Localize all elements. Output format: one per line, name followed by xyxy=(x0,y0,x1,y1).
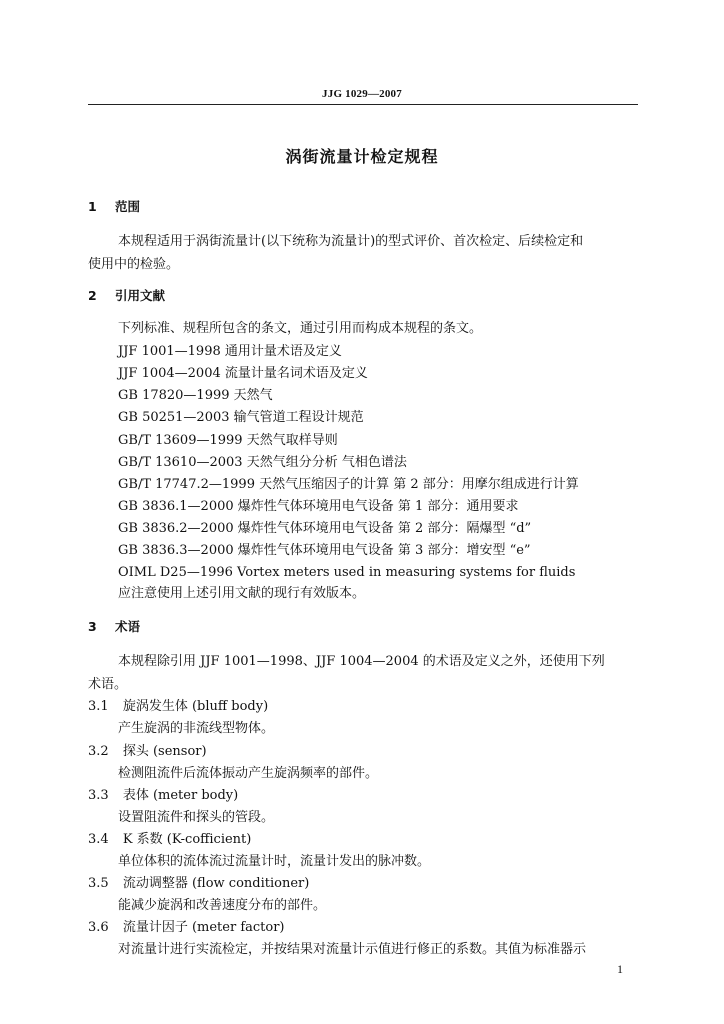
section-title: 术语 xyxy=(115,619,141,634)
term-entry xyxy=(88,876,309,892)
term-number: 3.3 xyxy=(88,788,109,803)
section-number: 2 xyxy=(88,288,97,303)
reference-item: JJF 1004—2004 流量计量名词术语及定义 xyxy=(118,366,368,381)
reference-item: GB/T 13610—2003 天然气组分分析 气相色谱法 xyxy=(118,455,407,470)
reference-item: GB/T 17747.2—1999 天然气压缩因子的计算 第 2 部分：用摩尔组成进行计算 xyxy=(118,477,579,492)
reference-item: GB 17820—1999 天然气 xyxy=(118,388,273,403)
term-definition: 对流量计进行实流检定，并按结果对流量计示值进行修正的系数。其值为标准器示 xyxy=(118,942,587,957)
term-entry xyxy=(88,832,251,848)
term-definition: 单位体积的流体流过流量计时，流量计发出的脉冲数。 xyxy=(118,854,431,869)
term-name: 旋涡发生体 (bluff body) xyxy=(122,699,269,714)
section-title: 范围 xyxy=(115,199,141,214)
page-number: 1 xyxy=(617,962,623,976)
term-definition: 设置阻流件和探头的管段。 xyxy=(118,810,275,825)
reference-item: GB 3836.3—2000 爆炸性气体环境用电气设备 第 3 部分：增安型 “e” xyxy=(118,543,531,558)
term-number: 3.5 xyxy=(88,876,109,891)
reference-item: OIML D25—1996 Vortex meters used in measuring systems for fluids xyxy=(118,565,576,580)
term-entry xyxy=(88,788,238,804)
term-entry xyxy=(88,744,207,760)
term-definition: 能减少旋涡和改善速度分布的部件。 xyxy=(118,898,327,913)
reference-item: GB 3836.1—2000 爆炸性气体环境用电气设备 第 1 部分：通用要求 xyxy=(118,499,519,514)
section-title: 引用文献 xyxy=(115,288,166,303)
term-entry xyxy=(88,699,268,715)
header-doc-id: JJG 1029—2007 xyxy=(322,88,402,100)
paragraph-line: 术语。 xyxy=(88,677,128,692)
section-number: 1 xyxy=(88,199,97,214)
term-number: 3.2 xyxy=(88,744,109,759)
reference-item: GB 50251—2003 输气管道工程设计规范 xyxy=(118,410,364,425)
paragraph-line: 下列标准、规程所包含的条文，通过引用而构成本规程的条文。 xyxy=(118,321,483,336)
term-number: 3.6 xyxy=(88,920,109,935)
term-definition: 产生旋涡的非流线型物体。 xyxy=(118,721,275,736)
term-name: K 系数 (K-cofficient) xyxy=(122,832,252,847)
term-number: 3.1 xyxy=(88,699,109,714)
reference-item: GB 3836.2—2000 爆炸性气体环境用电气设备 第 2 部分：隔爆型 “d” xyxy=(118,521,532,536)
page-title: 涡街流量计检定规程 xyxy=(285,147,439,166)
paragraph-line: 使用中的检验。 xyxy=(88,257,180,272)
paragraph-line: 应注意使用上述引用文献的现行有效版本。 xyxy=(118,586,366,601)
reference-item: JJF 1001—1998 通用计量术语及定义 xyxy=(118,344,342,359)
header-rule xyxy=(88,104,638,105)
term-name: 流动调整器 (flow conditioner) xyxy=(122,876,310,891)
paragraph-line: 本规程适用于涡街流量计(以下统称为流量计)的型式评价、首次检定、后续检定和 xyxy=(118,234,584,249)
term-name: 表体 (meter body) xyxy=(122,788,239,803)
term-name: 流量计因子 (meter factor) xyxy=(122,920,285,935)
term-number: 3.4 xyxy=(88,832,109,847)
term-definition: 检测阻流件后流体振动产生旋涡频率的部件。 xyxy=(118,766,379,781)
term-name: 探头 (sensor) xyxy=(122,744,207,759)
paragraph-line: 本规程除引用 JJF 1001—1998、JJF 1004—2004 的术语及定义之外，还使用下列 xyxy=(118,654,605,669)
reference-item: GB/T 13609—1999 天然气取样导则 xyxy=(118,433,338,448)
section-number: 3 xyxy=(88,619,97,634)
term-entry xyxy=(88,920,285,936)
